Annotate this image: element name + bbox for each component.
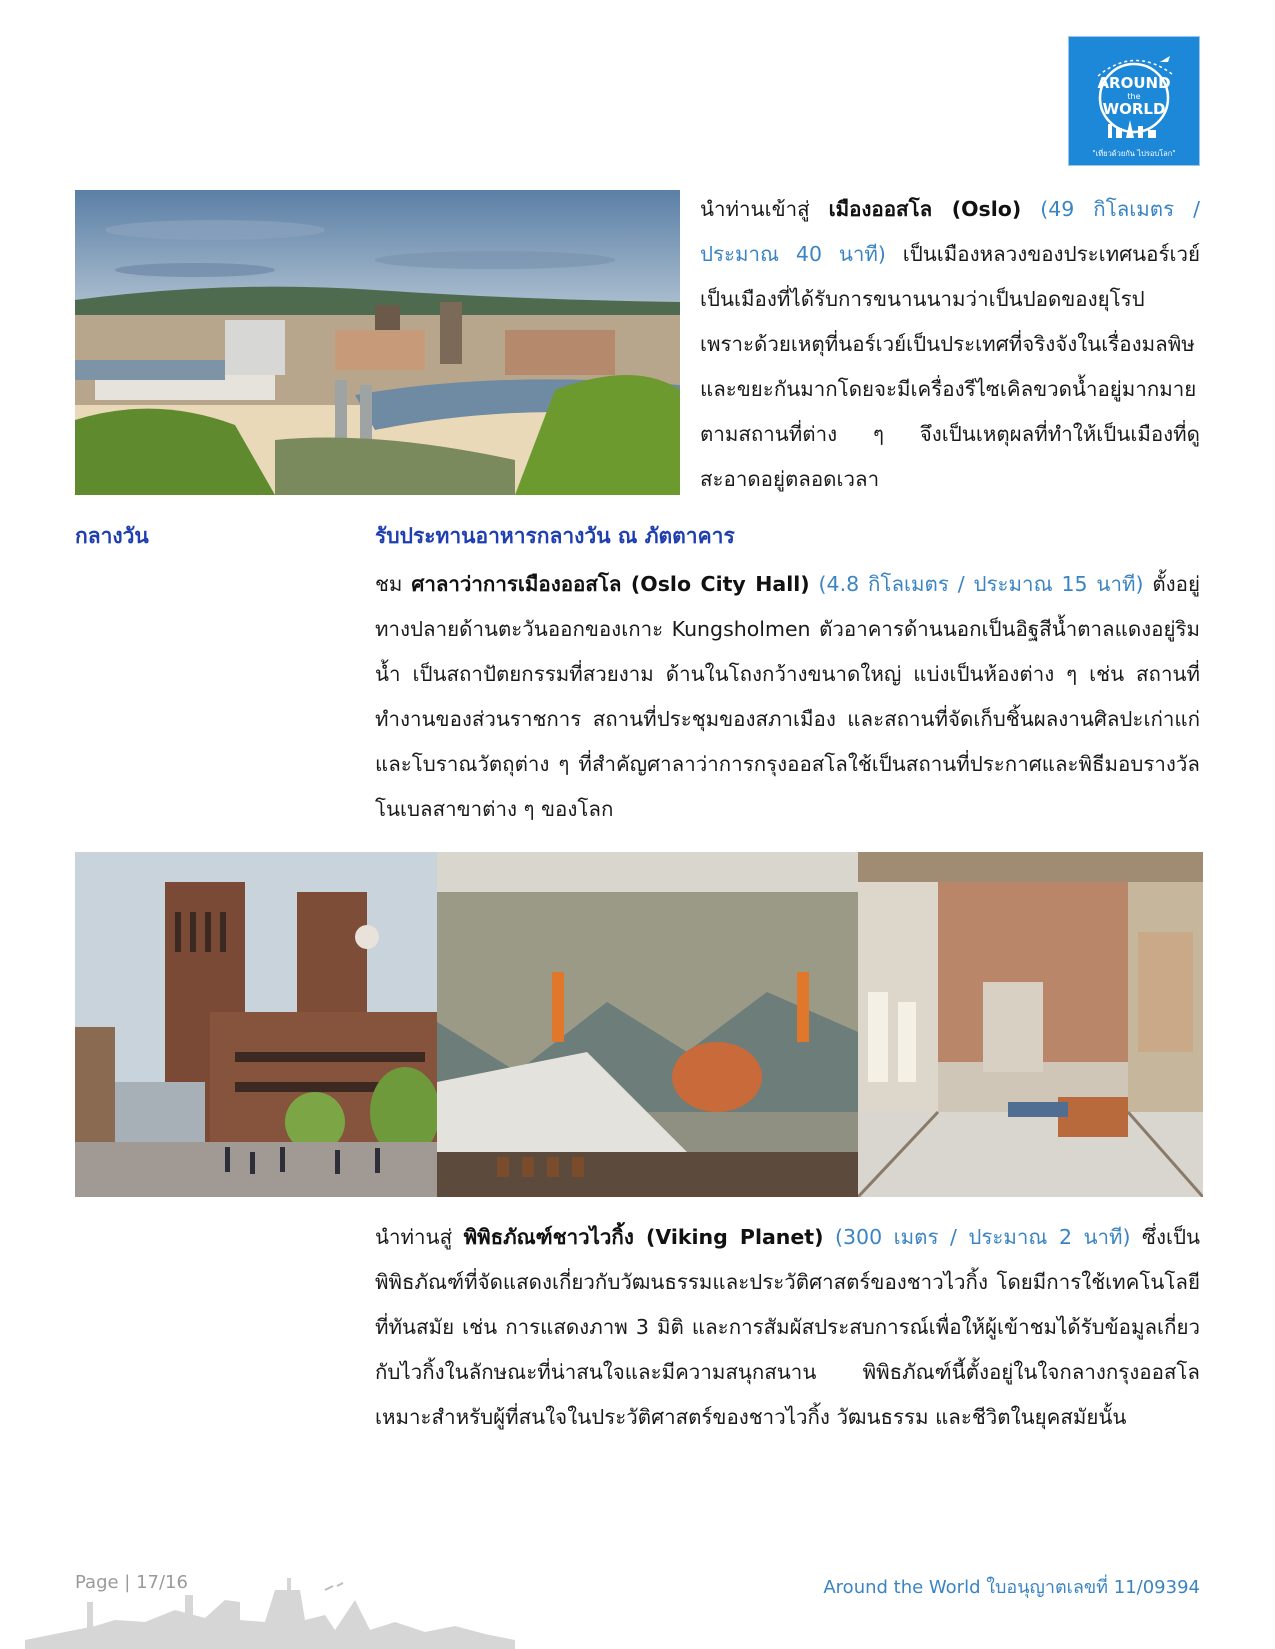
oslo-city-photo <box>75 190 680 495</box>
company-logo <box>1068 36 1200 166</box>
viking-lead: นำท่านสู่ <box>375 1225 464 1249</box>
city-hall-description <box>375 562 1200 832</box>
footer-license: Around the World ใบอนุญาตเลขที่ 11/09394 <box>823 1577 1200 1598</box>
lunch-time-label: กลางวัน <box>75 524 149 548</box>
logo-text-world: WORLD <box>1102 100 1166 118</box>
oslo-description <box>700 187 1200 502</box>
city-hall-exterior-photo <box>75 852 437 1197</box>
logo-tagline: "เที่ยวด้วยกัน ไปรอบโลก" <box>1092 149 1176 158</box>
city-hall-gallery-photo <box>858 852 1203 1197</box>
viking-body: ซึ่งเป็นพิพิธภัณฑ์ที่จัดแสดงเกี่ยวกับวัฒนธรรมและประวัติศาสตร์ของชาวไวกิ้ง โดยมีการใช้เทคโนโลยีที่ทันสมัย เช่น การแสดงภาพ 3 มิติ และการสัมผัสประสบการณ์เพื่อให้ผู้เข้าชมได้รับข้อมูลเกี่ยวกับไวกิ้งในลักษณะที่น่าสนใจและมีความสนุกสนาน พิพิธภัณฑ์นี้ตั้งอยู่ในใจกลางกรุงออสโล เหมาะสำหรับผู้ที่สนใจในประวัติศาสตร์ของชาวไวกิ้ง วัฒนธรรม และชีวิตในยุคสมัยนั้น <box>375 1225 1200 1429</box>
viking-distance: (300 เมตร / ประมาณ 2 นาที) <box>823 1225 1131 1249</box>
logo-text-around: AROUND <box>1097 74 1171 92</box>
oslo-place-name: เมืองออสโล (Oslo) <box>828 197 1022 221</box>
logo-text-the: the <box>1127 92 1141 101</box>
viking-place-name: พิพิธภัณฑ์ชาวไวกิ้ง (Viking Planet) <box>463 1225 824 1249</box>
oslo-body: เป็นเมืองหลวงของประเทศนอร์เวย์ เป็นเมืองที่ได้รับการขนานนามว่าเป็นปอดของยุโรป เพราะด้วยเหตุที่นอร์เวย์เป็นประเทศที่จริงจังในเรื่องมลพิษและขยะกันมากโดยจะมีเครื่องรีไซเคิลขวดน้ำอยู่มากมายตามสถานที่ต่าง ๆ จึงเป็นเหตุผลที่ทำให้เป็นเมืองที่ดูสะอาดอยู่ตลอดเวลา <box>700 242 1200 491</box>
city-hall-main-hall-photo <box>437 852 858 1197</box>
city-hall-body: ตั้งอยู่ทางปลายด้านตะวันออกของเกาะ Kungsholmen ตัวอาคารด้านนอกเป็นอิฐสีน้ำตาลแดงอยู่ริมน้ำ เป็นสถาปัตยกรรมที่สวยงาม ด้านในโถงกว้างขนาดใหญ่ แบ่งเป็นห้องต่าง ๆ เช่น สถานที่ทำงานของส่วนราชการ สถานที่ประชุมของสภาเมือง และสถานที่จัดเก็บชิ้นผลงานศิลปะเก่าแก่และโบราณวัตถุต่าง ๆ ที่สำคัญศาลาว่าการกรุงออสโลใช้เป็นสถานที่ประกาศและพิธีมอบรางวัลโนเบลสาขาต่าง ๆ ของโลก <box>375 572 1200 821</box>
footer-page-number: Page | 17/16 <box>75 1572 188 1593</box>
city-hall-lead: ชม <box>375 572 412 596</box>
oslo-lead: นำท่านเข้าสู่ <box>700 197 829 221</box>
oslo-distance: (49 กิโลเมตร / ประมาณ 40 นาที) <box>700 197 1200 266</box>
lunch-meal-text: รับประทานอาหารกลางวัน ณ ภัตตาคาร <box>375 524 735 548</box>
city-hall-distance: (4.8 กิโลเมตร / ประมาณ 15 นาที) <box>809 572 1144 596</box>
viking-museum-description <box>375 1215 1200 1440</box>
city-hall-place-name: ศาลาว่าการเมืองออสโล (Oslo City Hall) <box>411 572 810 596</box>
